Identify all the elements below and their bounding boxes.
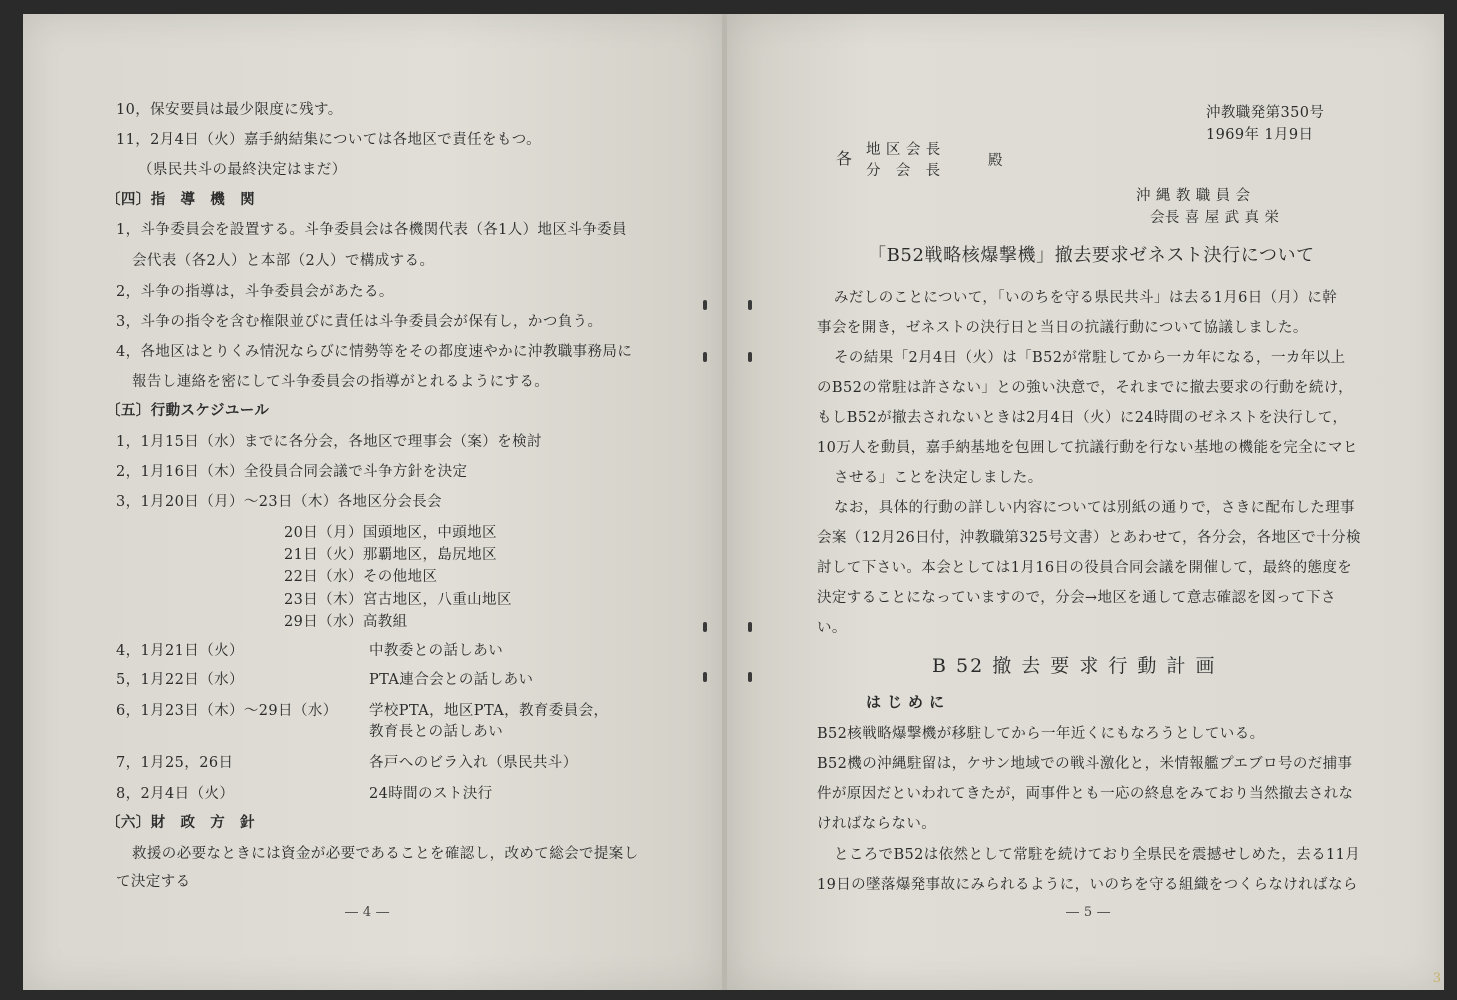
binding-hole <box>748 300 752 310</box>
section-heading: 〔四〕指 導 機 関 <box>106 191 255 208</box>
intro-line: 19日の墜落爆発事故にみられるように，いのちを守る組織をつくらなければなら <box>817 877 1358 893</box>
schedule-date: 4，1月21日（火） <box>116 643 244 659</box>
addressee-suffix: 殿 <box>988 153 1003 169</box>
sub-schedule-item: 20日（月）国頭地区，中頭地区 <box>284 525 497 541</box>
body-line: もしB52が撤去されないときは2月4日（火）に24時間のゼネストを決行して， <box>817 410 1348 426</box>
schedule-date: 6，1月23日（木）～29日（水） <box>116 703 338 719</box>
body-line: その結果「2月4日（火）は「B52が常駐してから一カ年になる，一カ年以上 <box>834 350 1346 366</box>
intro-line: B52機の沖縄駐留は，ケサン地域での戦斗激化と，米情報艦プエブロ号のだ捕事 <box>817 756 1353 772</box>
section-heading: 〔五〕行動スケジユール <box>106 402 270 419</box>
binding-hole <box>703 300 707 310</box>
text-line: 3，斗争の指令を含む権限並びに責任は斗争委員会が保有し，かつ負う。 <box>116 314 603 330</box>
text-line: 会代表（各2人）と本部（2人）で構成する。 <box>132 253 435 269</box>
text-line: 10，保安要員は最少限度に残す。 <box>116 102 343 118</box>
sender-organization: 沖 縄 教 職 員 会 <box>1136 188 1251 204</box>
section-heading: 〔六〕財 政 方 針 <box>106 814 255 831</box>
body-line: のB52の常駐は許さない」との強い決意で，それまでに撤去要求の行動を続け， <box>817 380 1354 396</box>
document-number: 沖教職発第350号 <box>1206 105 1325 121</box>
schedule-event: PTA連合会との話しあい <box>369 672 534 688</box>
body-line: 決定することになっていますので，分会→地区を通して意志確認を図って下さ <box>817 590 1336 606</box>
text-line: 1，斗争委員会を設置する。斗争委員会は各機関代表（各1人）地区斗争委員 <box>116 222 627 238</box>
document-title: 「B52戦略核爆撃機」撤去要求ゼネスト決行について <box>868 245 1315 266</box>
text-line: 報告し連絡を密にして斗争委員会の指導がとれるようにする。 <box>132 374 550 390</box>
body-line: 討して下さい。本会としては1月16日の役員合同会議を開催して，最終的態度を <box>817 560 1353 576</box>
text-line: 2，斗争の指導は，斗争委員会があたる。 <box>116 284 394 300</box>
text-line: 11，2月4日（火）嘉手納結集については各地区で責任をもつ。 <box>116 132 542 148</box>
intro-line: ところでB52は依然として常駐を続けており全県民を震撼せしめた，去る11月 <box>834 847 1361 863</box>
page-number: ― 4 ― <box>345 905 390 920</box>
sub-schedule-item: 29日（水）高教組 <box>284 614 408 630</box>
body-line: みだしのことについて，「いのちを守る県民共斗」は去る1月6日（月）に幹 <box>834 290 1338 306</box>
schedule-date: 7，1月25，26日 <box>116 755 234 771</box>
sub-schedule-item: 22日（水）その他地区 <box>284 569 438 585</box>
sender-name: 会長 喜 屋 武 真 栄 <box>1150 210 1280 226</box>
body-line: なお，具体的行動の詳しい内容については別紙の通りで，さきに配布した理事 <box>834 500 1355 516</box>
body-line: 10万人を動員，嘉手納基地を包囲して抗議行動を行ない基地の機能を完全にマヒ <box>817 440 1358 456</box>
schedule-date: 8，2月4日（火） <box>116 786 235 802</box>
schedule-event: 教育長との話しあい <box>369 724 504 740</box>
intro-line: ければならない。 <box>817 816 937 832</box>
addressee-prefix: 各 <box>836 149 853 168</box>
binding-hole <box>748 622 752 632</box>
body-line: させる」ことを決定しました。 <box>834 470 1043 486</box>
sub-schedule-item: 23日（木）宮古地区，八重山地区 <box>284 592 512 608</box>
body-line: い。 <box>817 620 847 636</box>
schedule-event: 24時間のスト決行 <box>369 786 493 802</box>
corner-mark: 3 <box>1432 971 1441 986</box>
schedule-event: 学校PTA，地区PTA，教育委員会， <box>369 703 609 719</box>
binding-hole <box>703 352 707 362</box>
schedule-event: 中教委との話しあい <box>369 643 504 659</box>
document-date: 1969年 1月9日 <box>1206 127 1314 143</box>
body-line: 会案（12月26日付，沖教職第325号文書）とあわせて，各分会，各地区で十分検 <box>817 530 1361 546</box>
binding-hole <box>703 622 707 632</box>
page-number: ― 5 ― <box>1066 905 1111 920</box>
section-heading: は じ め に <box>866 693 945 711</box>
addressee-line: 分 会 長 <box>866 163 941 179</box>
intro-line: 件が原因だといわれてきたが，両事件とも一応の終息をみており当然撤去されな <box>817 786 1354 802</box>
plan-title: B 52 撤 去 要 求 行 動 計 画 <box>932 655 1217 677</box>
schedule-date: 5，1月22日（水） <box>116 672 244 688</box>
text-line: （県民共斗の最終決定はまだ） <box>138 162 347 178</box>
schedule-item: 3，1月20日（月）～23日（木）各地区分会長会 <box>116 494 442 510</box>
text-line: 4，各地区はとりくみ情況ならびに情勢等をその都度速やかに沖教職事務局に <box>116 344 633 360</box>
schedule-item: 1，1月15日（水）までに各分会，各地区で理事会（案）を検討 <box>116 434 542 450</box>
binding-hole <box>748 352 752 362</box>
schedule-event: 各戸へのビラ入れ（県民共斗） <box>369 755 578 771</box>
binding-hole <box>748 672 752 682</box>
body-line: 事会を開き，ゼネストの決行日と当日の抗議行動について協議しました。 <box>817 320 1308 336</box>
sub-schedule-item: 21日（火）那覇地区，島尻地区 <box>284 547 497 563</box>
text-line: て決定する <box>116 874 191 890</box>
addressee-line: 地 区 会 長 <box>866 142 941 158</box>
binding-hole <box>703 672 707 682</box>
schedule-item: 2，1月16日（木）全役員合同会議で斗争方針を決定 <box>116 464 468 480</box>
intro-line: B52核戦略爆撃機が移駐してから一年近くにもなろうとしている。 <box>817 726 1265 742</box>
text-line: 救援の必要なときには資金が必要であることを確認し，改めて総会で提案し <box>132 846 639 862</box>
